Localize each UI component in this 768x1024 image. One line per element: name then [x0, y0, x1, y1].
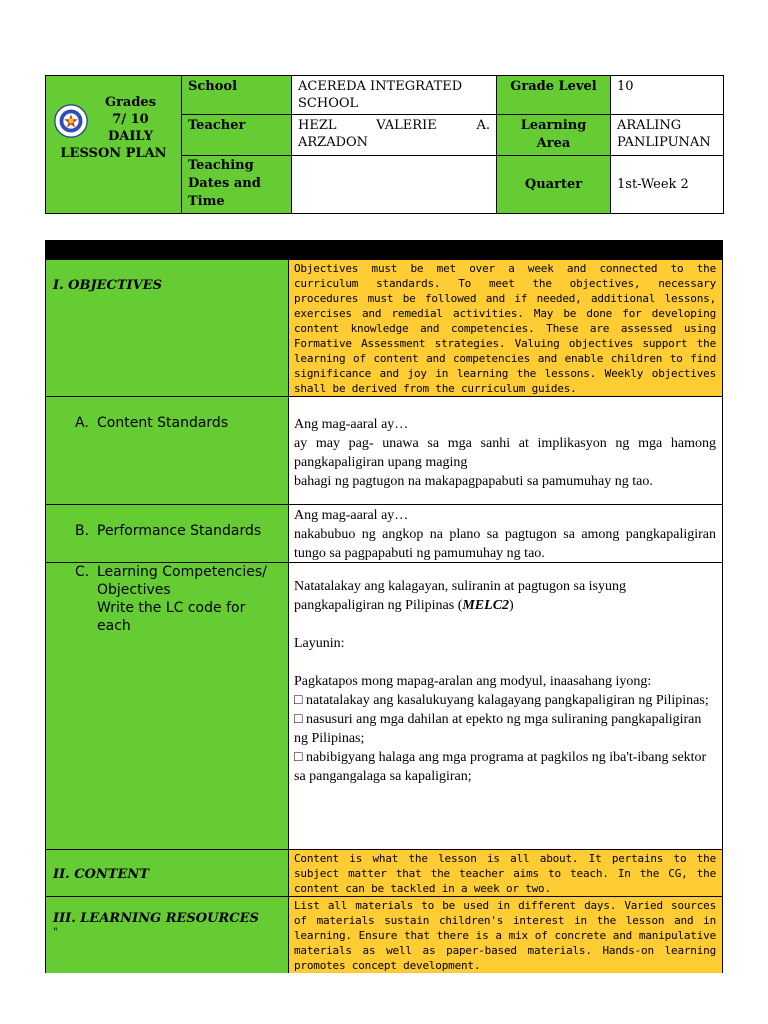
- content-label-cell: [46, 850, 289, 897]
- content-row: [46, 849, 722, 897]
- performance-standards-row: [46, 504, 722, 563]
- dlp-title-cell: [46, 76, 182, 214]
- layunin-label: Layunin:: [294, 636, 345, 651]
- competencies-label-cell: [46, 563, 289, 850]
- competencies-label-line: Learning Competencies/: [97, 564, 267, 580]
- content-standards-line: ay may pag- unawa sa mga sanhi at implikasyon ng mga hamong pangkapaligiran upang maging: [294, 436, 716, 470]
- resources-label-cell: [46, 897, 289, 973]
- content-standards-line: bahagi ng pagtugon na makapagpapabuti sa pamumuhay ng tao.: [294, 474, 653, 489]
- dlp-title-line: Grades: [104, 95, 157, 110]
- checkbox-icon: □: [294, 693, 303, 708]
- melc-code: MELC2: [462, 598, 510, 613]
- objectives-instruction: Objectives must be met over a week and connected to the curriculum standards. To meet the objectives, necessary procedures must be followed and if needed, additional lessons, exercises and remedial activities. May be done for developing content knowledge and competencies. These are assessed using Formative Assessment strategies. Valuing objectives support the learning of content and competencies and enable children to find significance and joy in learning the lessons. Weekly objectives shall be derived from the curriculum guides.: [294, 262, 716, 395]
- teaching-dates-value: [292, 156, 497, 214]
- content-standards-cell: [289, 397, 722, 505]
- competencies-label-line: Objectives: [97, 582, 171, 598]
- performance-standards-line: nakabubuo ng angkop na plano sa pagtugon sa among pangkapaligiran tungo sa pagpapabuti ng pamumuhay ng tao.: [294, 527, 716, 561]
- teacher-label: Teacher: [182, 115, 292, 156]
- objective-item: [294, 748, 716, 786]
- competencies-cell: [289, 563, 722, 850]
- content-standards-label-cell: [46, 397, 289, 505]
- quarter-label: Quarter: [497, 156, 611, 214]
- content-instruction-cell: [289, 850, 722, 897]
- competency-statement-text: Natatalakay ang kalagayan, suliranin at pagtugon sa isyung pangkapaligiran ng Pilipinas (: [294, 579, 627, 613]
- performance-standards-text: Performance Standards: [97, 523, 262, 539]
- objectives-intro: Pagkatapos mong mapag-aralan ang modyul, inaasahang iyong:: [294, 674, 652, 689]
- content-standards-label: [75, 414, 229, 432]
- table-header-bar: [46, 241, 722, 259]
- header-table: [45, 75, 724, 214]
- teaching-dates-label: Teaching Dates and Time: [182, 156, 292, 214]
- objective-item-text: nasusuri ang mga dahilan at epekto ng mga suliraning pangkapaligiran ng Pilipinas;: [294, 712, 702, 746]
- content-instruction: Content is what the lesson is all about. It pertains to the subject matter that the teacher aims to teach. In the CG, the content can be tackled in a week or two.: [294, 852, 716, 895]
- school-value: ACEREDA INTEGRATED SCHOOL: [292, 76, 497, 115]
- school-label: School: [182, 76, 292, 115]
- grade-level-label: Grade Level: [497, 76, 611, 115]
- teacher-value: HEZL VALERIE A. ARZADON: [292, 115, 497, 156]
- dlp-title-line: 7/ 10: [112, 112, 149, 127]
- objective-item-text: natatalakay ang kasalukuyang kalagayang pangkapaligiran ng Pilipinas;: [302, 693, 709, 708]
- objectives-label-cell: [46, 260, 289, 397]
- dlp-title-line: LESSON PLAN: [60, 146, 167, 161]
- competencies-label: [75, 563, 267, 635]
- learning-area-label: Learning Area: [497, 115, 611, 156]
- performance-standards-label: [75, 522, 262, 540]
- objectives-instruction-cell: [289, 260, 722, 397]
- objective-item: [294, 710, 716, 748]
- resources-row: [46, 896, 722, 973]
- resources-instruction-cell: [289, 897, 722, 973]
- competency-statement-close: ): [509, 598, 514, 613]
- dlp-title-line: DAILY: [107, 129, 154, 144]
- performance-standards-line: Ang mag-aaral ay…: [294, 508, 409, 523]
- performance-standards-letter: B.: [75, 523, 90, 539]
- competencies-letter: C.: [75, 564, 90, 580]
- performance-standards-label-cell: [46, 505, 289, 563]
- competencies-row: [46, 562, 722, 850]
- competencies-label-line: each: [97, 618, 131, 634]
- content-standards-letter: A.: [75, 415, 89, 431]
- content-standards-line: Ang mag-aaral ay…: [294, 417, 409, 432]
- competency-statement: [294, 577, 716, 615]
- objective-item-text: nabibigyang halaga ang mga programa at pagkilos ng iba't-ibang sektor sa pangangalaga sa kapaligiran;: [294, 750, 707, 784]
- content-standards-text: Content Standards: [97, 415, 229, 431]
- resources-mark: ": [53, 927, 58, 938]
- lesson-plan-table: [45, 240, 723, 973]
- checkbox-icon: □: [294, 712, 303, 727]
- objectives-title: I. OBJECTIVES: [53, 278, 162, 293]
- quarter-value: 1st-Week 2: [611, 156, 724, 214]
- content-standards-row: [46, 396, 722, 505]
- resources-title: III. LEARNING RESOURCES: [53, 911, 259, 926]
- objectives-row: [46, 259, 722, 397]
- competencies-label-line: Write the LC code for: [97, 600, 246, 616]
- learning-area-value: ARALING PANLIPUNAN: [611, 115, 724, 156]
- content-title: II. CONTENT: [53, 867, 149, 882]
- resources-instruction: List all materials to be used in different days. Varied sources of materials sustain children's interest in the lesson and in learning. Ensure that there is a mix of concrete and manipulative materials as well as paper-based materials. Hands-on learning promotes concept development.: [294, 899, 716, 972]
- dlp-title: [46, 94, 181, 162]
- checkbox-icon: □: [294, 750, 303, 765]
- performance-standards-cell: [289, 505, 722, 563]
- objective-item: [294, 691, 716, 710]
- grade-level-value: 10: [611, 76, 724, 115]
